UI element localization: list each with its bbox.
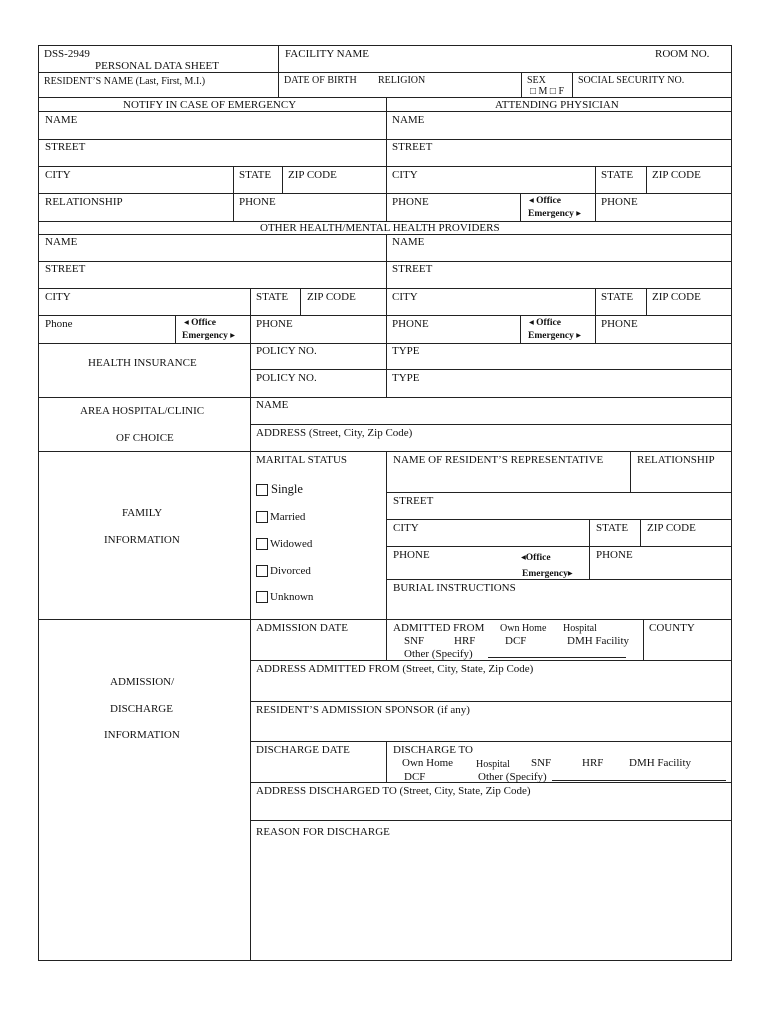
provider1-emergency-label: Emergency ▸ — [182, 331, 236, 341]
physician-office-label: ◂ Office — [529, 196, 561, 206]
hospital-name-field[interactable]: NAME — [256, 399, 289, 411]
admitted-hrf-option[interactable]: HRF — [454, 635, 476, 647]
sex-checkboxes[interactable]: □ M □ F — [530, 86, 565, 97]
representative-name-field[interactable]: NAME OF RESIDENT’S REPRESENTATIVE — [393, 454, 604, 466]
frame-top — [38, 45, 732, 46]
hospital-address-field[interactable]: ADDRESS (Street, City, Zip Code) — [256, 427, 413, 439]
representative-zip-field[interactable]: ZIP CODE — [647, 522, 696, 534]
admission-date-field[interactable]: ADMISSION DATE — [256, 622, 348, 634]
insurance-type-2-field[interactable]: TYPE — [392, 372, 420, 384]
religion-field[interactable]: RELIGION — [378, 75, 426, 86]
admitted-hospital-option[interactable]: Hospital — [563, 623, 597, 634]
single-option-label: Single — [271, 482, 303, 496]
facility-name-field[interactable]: FACILITY NAME — [285, 48, 370, 60]
physician-state-field[interactable]: STATE — [601, 169, 634, 181]
discharge-date-field[interactable]: DISCHARGE DATE — [256, 744, 350, 756]
date-of-birth-field[interactable]: DATE OF BIRTH — [284, 75, 357, 86]
discharge-dcf-option[interactable]: DCF — [404, 771, 426, 783]
ssn-field[interactable]: SOCIAL SECURITY NO. — [578, 75, 685, 86]
provider1-city-field[interactable]: CITY — [45, 291, 71, 303]
married-checkbox[interactable] — [256, 511, 268, 523]
provider2-emergency-label: Emergency ▸ — [528, 331, 582, 341]
frame-left — [38, 45, 39, 961]
widowed-checkbox[interactable] — [256, 538, 268, 550]
physician-section-title: ATTENDING PHYSICIAN — [495, 99, 619, 111]
left-label-column-divider — [250, 343, 251, 960]
frame-bottom — [38, 960, 732, 961]
divorced-checkbox[interactable] — [256, 565, 268, 577]
reason-for-discharge-field[interactable]: REASON FOR DISCHARGE — [256, 826, 390, 838]
emergency-zip-field[interactable]: ZIP CODE — [288, 169, 337, 181]
provider1-office-label: ◂ Office — [184, 318, 216, 328]
physician-street-field[interactable]: STREET — [392, 141, 433, 153]
unknown-option-label: Unknown — [270, 591, 314, 603]
room-no-field[interactable]: ROOM NO. — [655, 48, 710, 60]
emergency-relationship-field[interactable]: RELATIONSHIP — [45, 196, 123, 208]
provider1-zip-field[interactable]: ZIP CODE — [307, 291, 356, 303]
form-id: DSS-2949 — [44, 48, 90, 60]
discharge-hrf-option[interactable]: HRF — [582, 757, 604, 769]
emergency-city-field[interactable]: CITY — [45, 169, 71, 181]
married-option-label: Married — [270, 511, 306, 523]
address-discharged-to-field[interactable]: ADDRESS DISCHARGED TO (Street, City, State, Zip Code) — [256, 785, 531, 797]
policy-no-1-field[interactable]: POLICY NO. — [256, 345, 317, 357]
provider2-street-field[interactable]: STREET — [392, 263, 433, 275]
emergency-state-field[interactable]: STATE — [239, 169, 272, 181]
policy-no-2-field[interactable]: POLICY NO. — [256, 372, 317, 384]
discharge-snf-option[interactable]: SNF — [531, 757, 552, 769]
provider2-name-field[interactable]: NAME — [392, 236, 425, 248]
admitted-dmh-option[interactable]: DMH Facility — [567, 635, 630, 647]
sex-field[interactable]: SEX — [527, 75, 546, 86]
physician-phone2-field[interactable]: PHONE — [601, 196, 638, 208]
admitted-from-label: ADMITTED FROM — [393, 622, 485, 634]
admitted-snf-option[interactable]: SNF — [404, 635, 425, 647]
family-label-line1: FAMILY — [122, 507, 163, 519]
representative-relationship-field[interactable]: RELATIONSHIP — [637, 454, 715, 466]
provider1-phone-field[interactable]: Phone — [45, 318, 73, 330]
unknown-checkbox[interactable] — [256, 591, 268, 603]
emergency-street-field[interactable]: STREET — [45, 141, 86, 153]
emergency-name-field[interactable]: NAME — [45, 114, 78, 126]
discharge-dmh-option[interactable]: DMH Facility — [629, 757, 692, 769]
physician-city-field[interactable]: CITY — [392, 169, 418, 181]
resident-name-field[interactable]: RESIDENT’S NAME (Last, First, M.I.) — [44, 76, 206, 87]
other-providers-title: OTHER HEALTH/MENTAL HEALTH PROVIDERS — [260, 222, 500, 234]
representative-state-field[interactable]: STATE — [596, 522, 629, 534]
emergency-phone-field[interactable]: PHONE — [239, 196, 276, 208]
single-checkbox[interactable] — [256, 484, 268, 496]
physician-zip-field[interactable]: ZIP CODE — [652, 169, 701, 181]
provider2-zip-field[interactable]: ZIP CODE — [652, 291, 701, 303]
discharge-hospital-option[interactable]: Hospital — [476, 759, 510, 770]
admission-label-line1: ADMISSION/ — [110, 676, 175, 688]
family-label-line2: INFORMATION — [104, 534, 180, 546]
representative-office-label: ◂Office — [521, 553, 551, 563]
county-field[interactable]: COUNTY — [649, 622, 695, 634]
address-admitted-from-field[interactable]: ADDRESS ADMITTED FROM (Street, City, State, Zip Code) — [256, 663, 534, 675]
emergency-section-title: NOTIFY IN CASE OF EMERGENCY — [123, 99, 297, 111]
divorced-option-label: Divorced — [270, 565, 311, 577]
provider2-city-field[interactable]: CITY — [392, 291, 418, 303]
provider2-phone2-field[interactable]: PHONE — [601, 318, 638, 330]
provider1-street-field[interactable]: STREET — [45, 263, 86, 275]
insurance-type-1-field[interactable]: TYPE — [392, 345, 420, 357]
hospital-label-line2: OF CHOICE — [116, 432, 174, 444]
admission-label-line2: DISCHARGE — [110, 703, 173, 715]
admitted-other-option[interactable]: Other (Specify) — [404, 648, 473, 660]
widowed-option-label: Widowed — [270, 538, 313, 550]
provider1-state-field[interactable]: STATE — [256, 291, 289, 303]
physician-name-field[interactable]: NAME — [392, 114, 425, 126]
provider1-name-field[interactable]: NAME — [45, 236, 78, 248]
admitted-own-home-option[interactable]: Own Home — [500, 623, 547, 634]
representative-phone2-field[interactable]: PHONE — [596, 549, 633, 561]
representative-emergency-label: Emergency▸ — [522, 569, 573, 579]
form-title: PERSONAL DATA SHEET — [95, 60, 219, 72]
discharge-to-label: DISCHARGE TO — [393, 744, 473, 756]
representative-street-field[interactable]: STREET — [393, 495, 434, 507]
discharge-other-option[interactable]: Other (Specify) — [478, 771, 547, 783]
frame-right — [731, 45, 732, 961]
admitted-dcf-option[interactable]: DCF — [505, 635, 527, 647]
burial-instructions-field[interactable]: BURIAL INSTRUCTIONS — [393, 582, 516, 594]
provider2-office-label: ◂ Office — [529, 318, 561, 328]
health-insurance-label: HEALTH INSURANCE — [88, 357, 197, 369]
discharge-own-home-option[interactable]: Own Home — [402, 757, 454, 769]
physician-emergency-label: Emergency ▸ — [528, 209, 582, 219]
provider2-state-field[interactable]: STATE — [601, 291, 634, 303]
representative-city-field[interactable]: CITY — [393, 522, 419, 534]
hospital-label-line1: AREA HOSPITAL/CLINIC — [80, 405, 205, 417]
physician-phone-field[interactable]: PHONE — [392, 196, 429, 208]
provider1-phone2-field[interactable]: PHONE — [256, 318, 293, 330]
marital-status-label: MARITAL STATUS — [256, 454, 348, 466]
admission-sponsor-field[interactable]: RESIDENT’S ADMISSION SPONSOR (if any) — [256, 704, 470, 716]
provider2-phone-field[interactable]: PHONE — [392, 318, 429, 330]
representative-phone-field[interactable]: PHONE — [393, 549, 430, 561]
admission-label-line3: INFORMATION — [104, 729, 180, 741]
